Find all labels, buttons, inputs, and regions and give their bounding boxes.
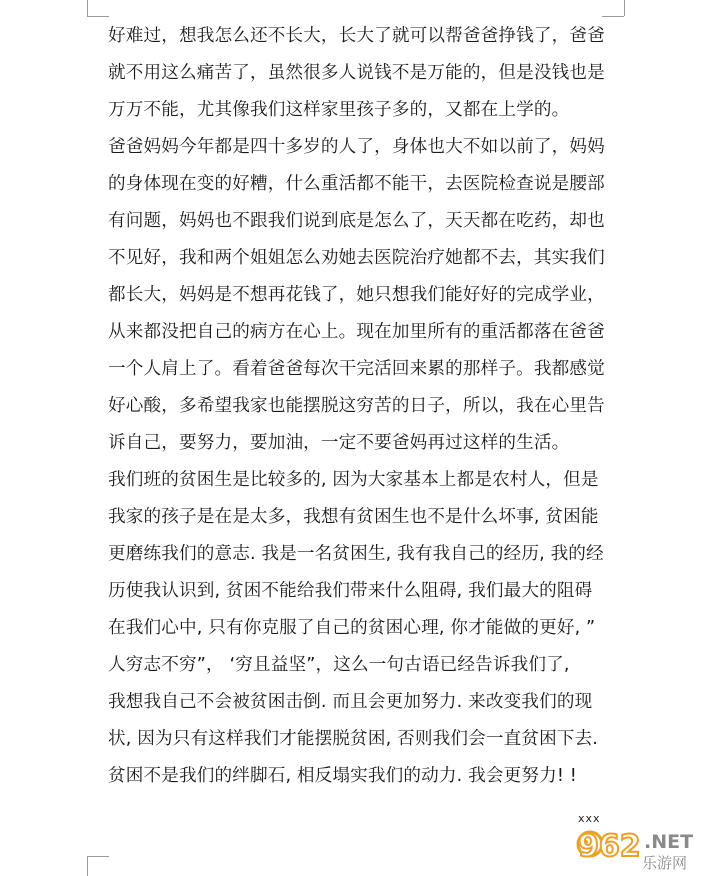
watermark-cn: 乐游网 (642, 854, 688, 872)
text-line: 的身体现在变的好糟，什么重活都不能干，去医院检查说是腰部 (108, 174, 605, 194)
watermark-logo (572, 826, 706, 872)
text-line: 好心酸，多希望我家也能摆脱这穷苦的日子，所以，我在心里告 (108, 396, 605, 416)
text-line: 爸爸妈妈今年都是四十多岁的人了，身体也大不如以前了，妈妈 (108, 137, 605, 157)
crop-mark-top-left (87, 16, 109, 17)
watermark-number: 962 (578, 829, 641, 864)
signature: xxx (578, 812, 601, 825)
text-line: 历使我认识到, 贫困不能给我们带来什么阻碍, 我们最大的阻碍 (108, 581, 593, 601)
text-line: 贫困不是我们的绊脚石, 相反塌实我们的动力. 我会更努力! ! (108, 766, 577, 786)
text-line: 就不用这么痛苦了，虽然很多人说钱不是万能的，但是没钱也是 (108, 63, 605, 83)
text-line: 在我们心中, 只有你克服了自己的贫困心理, 你才能做的更好, ” (108, 618, 596, 638)
text-line: 人穷志不穷”， ‘穷且益坚”，这么一句古语已经告诉我们了, (108, 655, 570, 675)
crop-mark-top-right (602, 16, 624, 17)
text-line: 我家的孩子是在是太多，我想有贫困生也不是什么坏事, 贫困能 (108, 507, 599, 527)
document-body (108, 18, 606, 795)
crop-mark-bottom-left (87, 856, 109, 857)
text-line: 我们班的贫困生是比较多的, 因为大家基本上都是农村人，但是 (108, 470, 599, 490)
text-line: 万万不能，尤其像我们这样家里孩子多的，又都在上学的。 (108, 100, 570, 120)
text-line: 从来都没把自己的病方在心上。现在加里所有的重活都落在爸爸 (108, 322, 605, 342)
text-line: 我想我自己不会被贫困击倒. 而且会更加努力. 来改变我们的现 (108, 692, 593, 712)
watermark-suffix: .NET (644, 831, 694, 853)
text-line: 都长大，妈妈是不想再花钱了，她只想我们能好好的完成学业， (108, 285, 605, 305)
text-line: 更磨练我们的意志. 我是一名贫困生, 我有我自己的经历, 我的经 (108, 544, 604, 564)
watermark-graphic (572, 826, 706, 872)
text-line: 状, 因为只有这样我们才能摆脱贫困, 否则我们会一直贫困下去. (108, 729, 599, 749)
text-line: 好难过，想我怎么还不长大，长大了就可以帮爸爸挣钱了，爸爸 (108, 26, 605, 46)
text-line: 一个人肩上了。看着爸爸每次干完活回来累的那样子。我都感觉 (108, 359, 605, 379)
text-line: 不见好，我和两个姐姐怎么劝她去医院治疗她都不去，其实我们 (108, 248, 605, 268)
crop-mark-top-left (87, 0, 88, 16)
crop-mark-top-right (624, 0, 625, 16)
text-line: 诉自己，要努力，要加油，一定不要爸妈再过这样的生活。 (108, 433, 570, 453)
text-line: 有问题，妈妈也不跟我们说到底是怎么了，天天都在吃药，却也 (108, 211, 605, 231)
crop-mark-bottom-left (87, 856, 88, 876)
